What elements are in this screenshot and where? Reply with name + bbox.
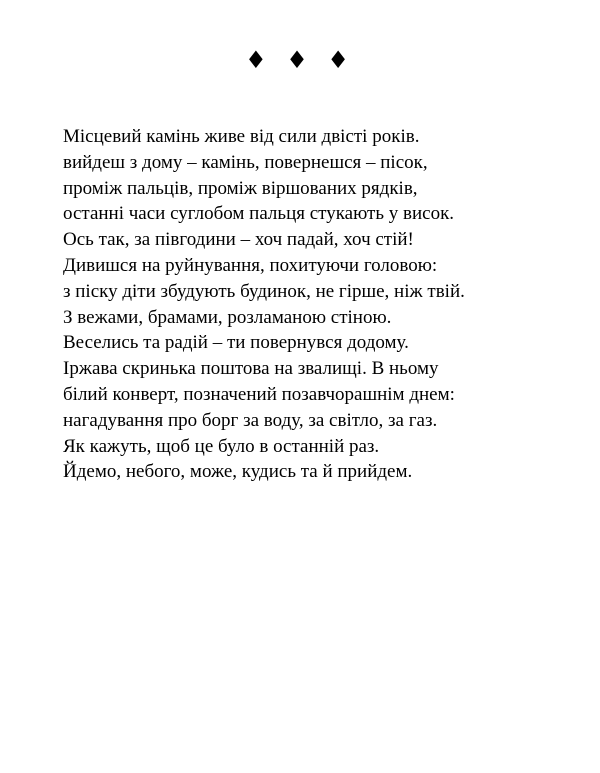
poem-line: білий конверт, позначений позавчорашнім днем: — [63, 383, 455, 405]
poem-line: вийдеш з дому – камінь, повернешся – пісок, — [63, 151, 428, 173]
poem-line: нагадування про борг за воду, за світло, за газ. — [63, 409, 438, 431]
poem-line: Дивишся на руйнування, похитуючи головою: — [63, 254, 438, 276]
poem-text — [63, 124, 583, 485]
poem-line: проміж пальців, проміж віршованих рядків, — [63, 177, 418, 199]
poem-line: Ось так, за півгодини – хоч падай, хоч стій! — [63, 229, 414, 251]
poem-line: з піску діти збудують будинок, не гірше, ніж твій. — [63, 280, 465, 302]
section-separator: ♦ ♦ ♦ — [245, 46, 355, 74]
poem-line: З вежами, брамами, розламаною стіною. — [63, 306, 392, 328]
poem-line: останні часи суглобом пальця стукають у висок. — [63, 203, 455, 225]
poem-line: Як кажуть, щоб це було в останній раз. — [63, 435, 380, 457]
poem-line: Йдемо, небого, може, кудись та й прийдем. — [63, 461, 413, 483]
poem-line: Веселись та радій – ти повернувся додому. — [63, 332, 409, 354]
poem-line: Місцевий камінь живе від сили двісті років. — [63, 126, 420, 147]
poem-line: Іржава скринька поштова на звалищі. В ньому — [63, 358, 439, 380]
